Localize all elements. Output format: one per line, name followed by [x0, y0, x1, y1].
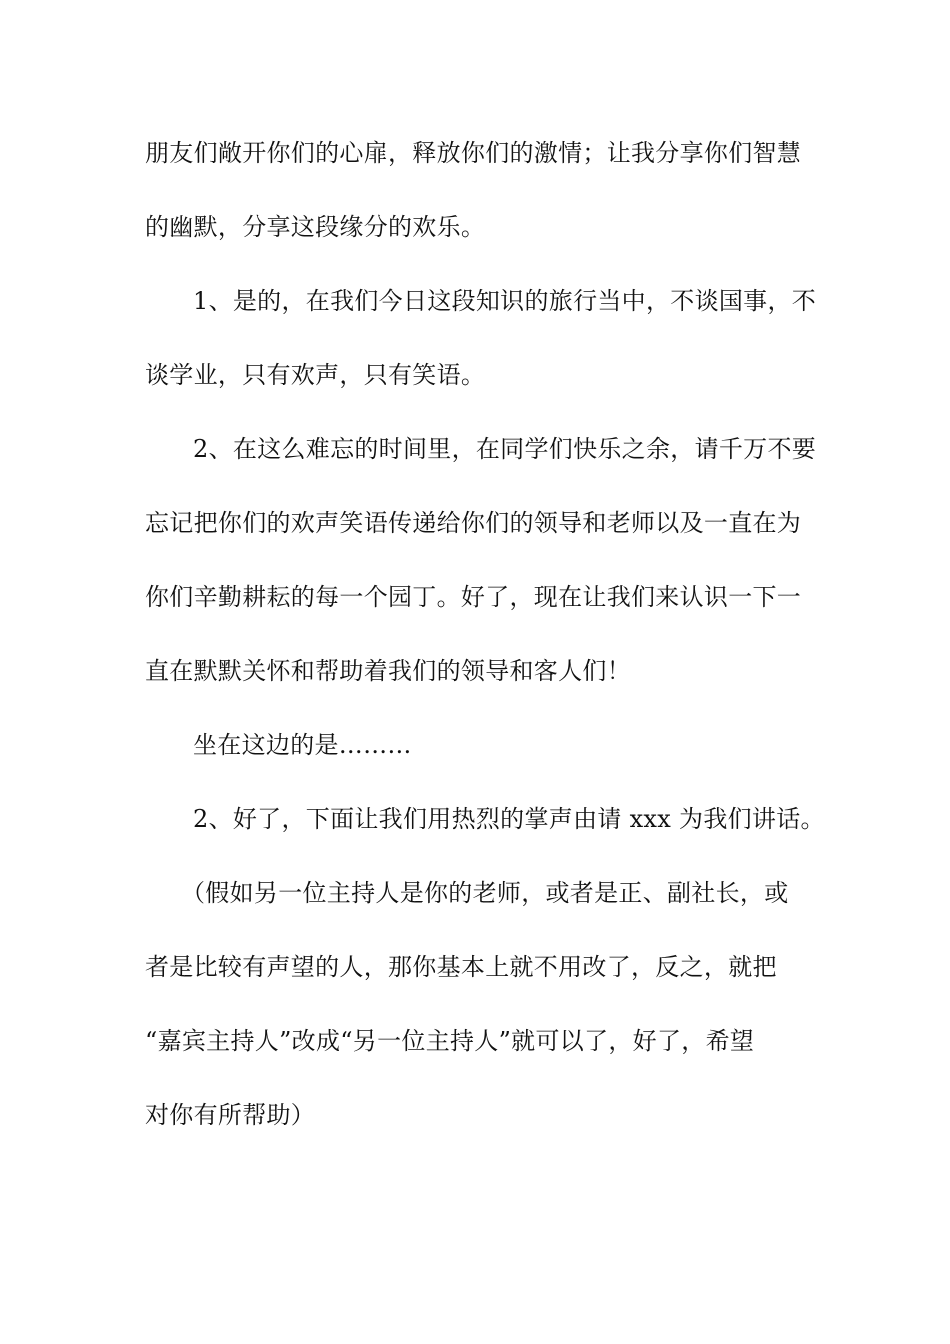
text-line: 1、是的，在我们今日这段知识的旅行当中，不谈国事，不 — [193, 287, 817, 315]
text-line: 者是比较有声望的人，那你基本上就不用改了，反之，就把 — [145, 953, 777, 981]
text-line: “嘉宾主持人”改成“另一位主持人”就可以了，好了，希望 — [145, 1027, 755, 1055]
text-line: 2、在这么难忘的时间里，在同学们快乐之余，请千万不要 — [193, 435, 817, 463]
text-line: 忘记把你们的欢声笑语传递给你们的领导和老师以及一直在为 — [145, 509, 802, 537]
text-line: 对你有所帮助） — [145, 1101, 316, 1129]
text-line: 你们辛勤耕耘的每一个园丁。好了，现在让我们来认识一下一 — [145, 583, 802, 611]
text-line: 的幽默，分享这段缘分的欢乐。 — [145, 213, 486, 241]
text-line: 朋友们敞开你们的心扉，释放你们的激情；让我分享你们智慧 — [145, 139, 802, 167]
text-line: 坐在这边的是……… — [193, 731, 412, 759]
text-line: 2、好了，下面让我们用热烈的掌声由请 xxx 为我们讲话。 — [193, 805, 825, 833]
text-line: （假如另一位主持人是你的老师，或者是正、副社长，或 — [181, 879, 789, 907]
text-line: 直在默默关怀和帮助着我们的领导和客人们！ — [145, 657, 631, 685]
text-line: 谈学业，只有欢声，只有笑语。 — [145, 361, 486, 389]
